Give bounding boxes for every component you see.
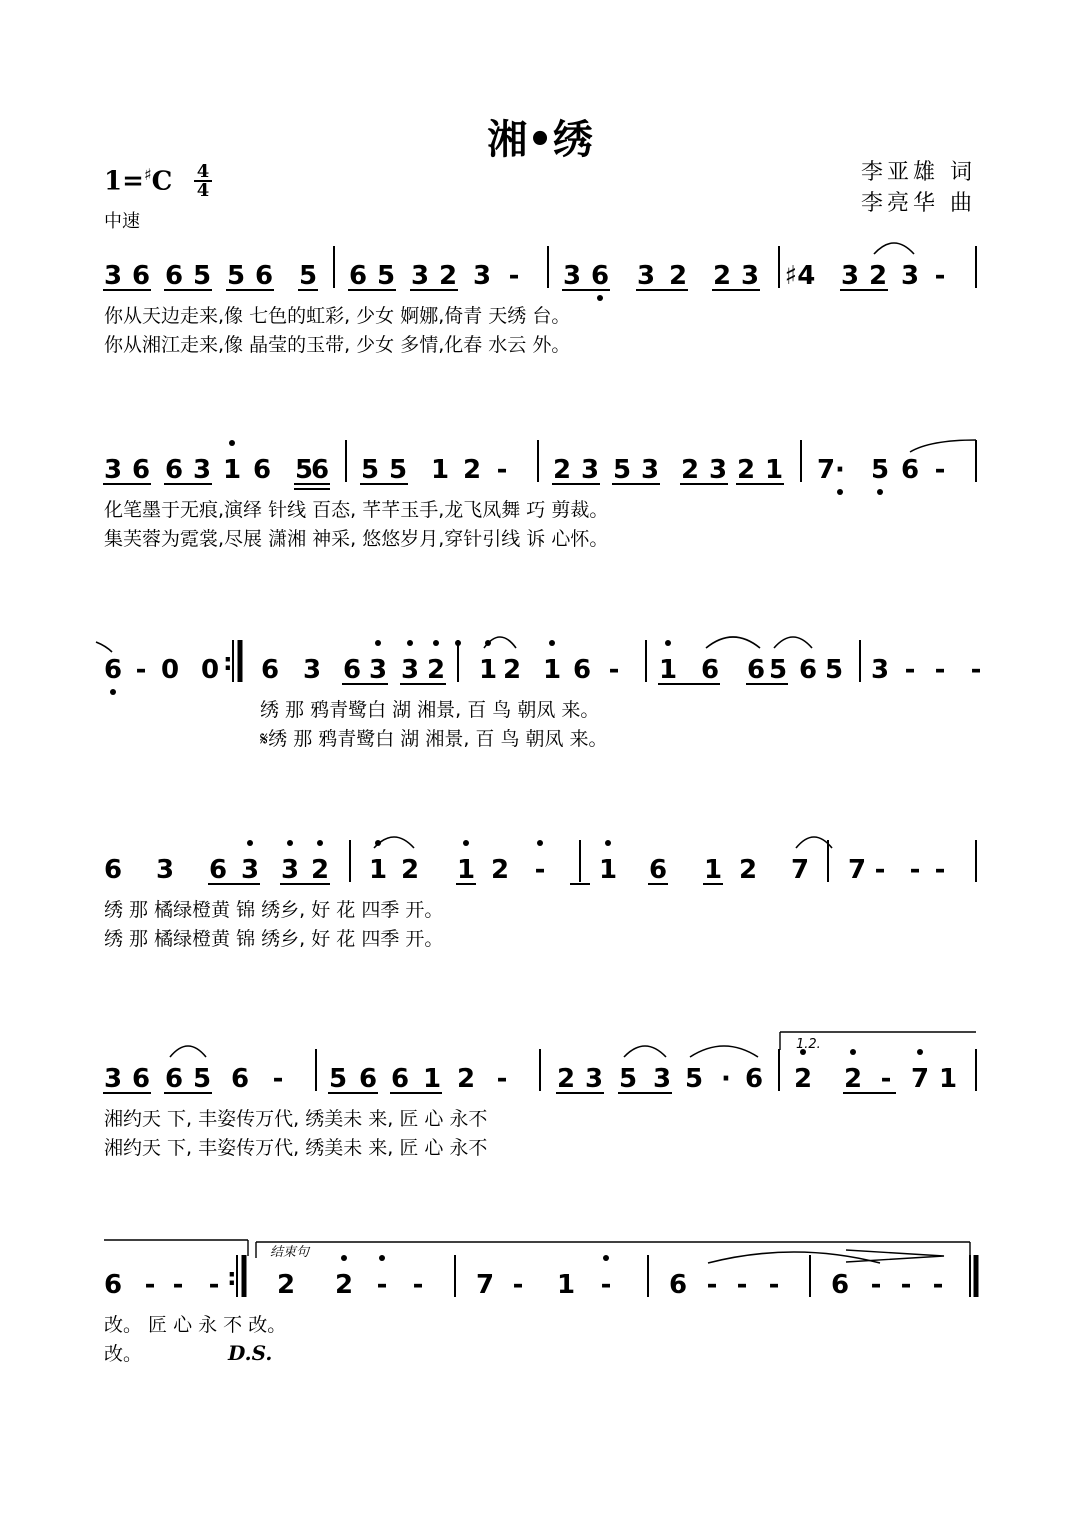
note: - — [600, 1270, 612, 1300]
note: 6 — [208, 855, 228, 885]
note: 3 — [870, 655, 890, 685]
note: 5 — [360, 455, 380, 485]
note: ♯4 — [784, 261, 816, 291]
note: - — [512, 1270, 524, 1300]
note: 6 — [230, 1064, 250, 1094]
note: 1 — [938, 1064, 958, 1094]
note: 5 — [328, 1064, 348, 1094]
note: 6 — [103, 855, 123, 885]
note: - — [135, 655, 147, 685]
note: 1 — [456, 855, 476, 885]
note: 1 — [703, 855, 723, 885]
note: 6 — [342, 655, 362, 685]
note: - — [412, 1270, 424, 1300]
note: 6 — [358, 1064, 378, 1094]
note: 3 — [280, 855, 300, 885]
octave-dot-above — [407, 640, 413, 646]
note: - — [768, 1270, 780, 1300]
lyric-line: 𝄋绣 那 鸦青鹭白 湖 湘景, 百 鸟 朝凤 来。 — [260, 728, 608, 750]
note: 3 — [708, 455, 728, 485]
note: 3 — [410, 261, 430, 291]
note: 6 — [572, 655, 592, 685]
note: - — [932, 1270, 944, 1300]
note: 6 — [744, 1064, 764, 1094]
note: 2 — [490, 855, 510, 885]
lyric-line: 集芙蓉为霓裳,尽展 潇湘 神采, 悠悠岁月,穿针引线 诉 心怀。 — [104, 528, 609, 550]
note: 2 — [502, 655, 522, 685]
note: 6 — [131, 261, 151, 291]
note: 3 — [103, 1064, 123, 1094]
note: 6 — [830, 1270, 850, 1300]
note: 1 — [222, 455, 242, 485]
note: 5 — [294, 455, 314, 485]
slur — [706, 637, 760, 648]
note: - — [376, 1270, 388, 1300]
slur — [624, 1046, 666, 1057]
note: 2 — [334, 1270, 354, 1300]
da-segno-marking: D.S. — [228, 1341, 273, 1365]
lyric-line: 你从天边走来,像 七色的虹彩, 少女 婀娜,倚青 天绣 台。 — [104, 305, 571, 327]
note: 6 — [310, 455, 330, 485]
tie-to-next-line — [910, 440, 976, 452]
note: 1 — [422, 1064, 442, 1094]
time-signature-top: 4 — [194, 163, 212, 182]
note: - — [934, 655, 946, 685]
note: 3 — [562, 261, 582, 291]
lyric-line: 湘约天 下, 丰姿传万代, 绣美未 来, 匠 心 永不 — [104, 1108, 488, 1130]
note: 2 — [438, 261, 458, 291]
note: 5 — [192, 261, 212, 291]
tie-from-previous-line — [96, 642, 112, 652]
note: 3 — [103, 455, 123, 485]
note: - — [934, 455, 946, 485]
note: 5 — [388, 455, 408, 485]
note: 6 — [254, 261, 274, 291]
octave-dot-below — [110, 689, 116, 695]
note: 2 — [868, 261, 888, 291]
note: · — [721, 1064, 731, 1094]
note: - — [496, 455, 508, 485]
note: - — [508, 261, 520, 291]
slur — [690, 1046, 758, 1057]
note: 2 — [456, 1064, 476, 1094]
octave-dot-below — [837, 489, 843, 495]
note: 6 — [260, 655, 280, 685]
note: - — [534, 855, 546, 885]
note: 5 — [618, 1064, 638, 1094]
note: - — [874, 855, 886, 885]
octave-dot-above — [665, 640, 671, 646]
key-signature: 1=♯C — [104, 165, 173, 197]
note: 3 — [400, 655, 420, 685]
note: - — [272, 1064, 284, 1094]
lyric-line: 改。 — [104, 1343, 143, 1365]
note: 2 — [680, 455, 700, 485]
octave-dot-above — [317, 840, 323, 846]
note: 0 — [160, 655, 180, 685]
note: 6 — [798, 655, 818, 685]
note: 2 — [310, 855, 330, 885]
note: 5 — [870, 455, 890, 485]
note: 6 — [746, 655, 766, 685]
octave-dot-above — [463, 840, 469, 846]
note: 5 — [684, 1064, 704, 1094]
slur — [170, 1046, 206, 1057]
note: · — [835, 455, 845, 485]
lyric-line: 绣 那 橘绿橙黄 锦 绣乡, 好 花 四季 开。 — [104, 899, 444, 921]
note: 3 — [636, 261, 656, 291]
note: 6 — [700, 655, 720, 685]
lyric-line: 改。 匠 心 永 不 改。 — [104, 1314, 287, 1336]
note: 1 — [598, 855, 618, 885]
slur — [774, 637, 812, 648]
lyricist-credit: 李亚雄 词 — [861, 160, 976, 185]
note: 1 — [556, 1270, 576, 1300]
note: 5 — [192, 1064, 212, 1094]
note: 6 — [103, 655, 123, 685]
octave-dot-below — [597, 295, 603, 301]
octave-dot-above — [605, 840, 611, 846]
note: 2 — [426, 655, 446, 685]
note: 3 — [103, 261, 123, 291]
note: - — [900, 1270, 912, 1300]
slur — [874, 243, 914, 254]
note: - — [934, 261, 946, 291]
note: 7 — [847, 855, 867, 885]
note: 5 — [226, 261, 246, 291]
note: 3 — [240, 855, 260, 885]
note: 3 — [900, 261, 920, 291]
note: - — [880, 1064, 892, 1094]
octave-dot-above — [917, 1049, 923, 1055]
note: 3 — [652, 1064, 672, 1094]
note: 6 — [390, 1064, 410, 1094]
note: 5 — [376, 261, 396, 291]
note: 6 — [164, 1064, 184, 1094]
note: 1 — [764, 455, 784, 485]
octave-dot-above — [375, 640, 381, 646]
note: - — [144, 1270, 156, 1300]
time-signature-bottom: 4 — [196, 180, 210, 201]
octave-dot-above — [603, 1255, 609, 1261]
repeat-dots: : — [223, 648, 233, 676]
lyric-line: 湘约天 下, 丰姿传万代, 绣美未 来, 匠 心 永不 — [104, 1137, 488, 1159]
octave-dot-below — [877, 489, 883, 495]
note: 3 — [840, 261, 860, 291]
note: 7 — [475, 1270, 495, 1300]
note: 3 — [640, 455, 660, 485]
tempo-marking: 中速 — [104, 211, 140, 232]
note: 6 — [668, 1270, 688, 1300]
note: - — [934, 855, 946, 885]
note: 0 — [200, 655, 220, 685]
note: 3 — [192, 455, 212, 485]
octave-dot-above — [537, 840, 543, 846]
note: - — [736, 1270, 748, 1300]
note: 5 — [612, 455, 632, 485]
note: - — [208, 1270, 220, 1300]
octave-dot-above — [287, 840, 293, 846]
note: 1 — [368, 855, 388, 885]
note: 6 — [900, 455, 920, 485]
note: 7 — [910, 1064, 930, 1094]
note: - — [496, 1064, 508, 1094]
note: 7 — [816, 455, 836, 485]
lyric-line: 化笔墨于无痕,演绎 针线 百态, 芊芊玉手,龙飞凤舞 巧 剪裁。 — [104, 499, 609, 521]
note: 3 — [584, 1064, 604, 1094]
note: 1 — [430, 455, 450, 485]
note: 2 — [276, 1270, 296, 1300]
octave-dot-above — [229, 440, 235, 446]
note: 6 — [131, 455, 151, 485]
note: - — [608, 655, 620, 685]
note: 2 — [556, 1064, 576, 1094]
note: 5 — [768, 655, 788, 685]
note: 3 — [740, 261, 760, 291]
note: - — [706, 1270, 718, 1300]
note: 2 — [400, 855, 420, 885]
note: 6 — [103, 1270, 123, 1300]
note: 7 — [790, 855, 810, 885]
note: 2 — [738, 855, 758, 885]
note: 2 — [793, 1064, 813, 1094]
note: 6 — [131, 1064, 151, 1094]
note: 5 — [298, 261, 318, 291]
note: 6 — [348, 261, 368, 291]
decrescendo-hairpin — [846, 1250, 944, 1262]
note: 3 — [368, 655, 388, 685]
note: - — [970, 655, 982, 685]
song-title: 湘•绣 — [487, 117, 593, 163]
lyric-line: 你从湘江走来,像 晶莹的玉带, 少女 多情,化春 水云 外。 — [104, 334, 571, 356]
composer-credit: 李亮华 曲 — [861, 191, 976, 216]
note: 2 — [712, 261, 732, 291]
octave-dot-above — [433, 640, 439, 646]
note: 3 — [155, 855, 175, 885]
lyric-line: 绣 那 鸦青鹭白 湖 湘景, 百 鸟 朝凤 来。 — [260, 699, 600, 721]
note: 2 — [552, 455, 572, 485]
note: 2 — [668, 261, 688, 291]
note: 6 — [252, 455, 272, 485]
note: 2 — [736, 455, 756, 485]
lyric-line: 绣 那 橘绿橙黄 锦 绣乡, 好 花 四季 开。 — [104, 928, 444, 950]
note: - — [909, 855, 921, 885]
octave-dot-above — [455, 640, 461, 646]
note: 1 — [478, 655, 498, 685]
note: - — [904, 655, 916, 685]
volta-label: 1.2. — [796, 1037, 821, 1052]
note: 3 — [302, 655, 322, 685]
note: 1 — [658, 655, 678, 685]
repeat-dots: : — [227, 1263, 237, 1291]
note: 6 — [590, 261, 610, 291]
slur — [796, 837, 832, 848]
octave-dot-above — [850, 1049, 856, 1055]
note: 3 — [472, 261, 492, 291]
note: - — [172, 1270, 184, 1300]
note: 6 — [648, 855, 668, 885]
note: 2 — [843, 1064, 863, 1094]
note: 6 — [164, 455, 184, 485]
note: 1 — [542, 655, 562, 685]
slur — [484, 637, 516, 648]
note: 5 — [824, 655, 844, 685]
note: 3 — [580, 455, 600, 485]
note: 6 — [164, 261, 184, 291]
octave-dot-above — [549, 640, 555, 646]
note: - — [870, 1270, 882, 1300]
octave-dot-above — [247, 840, 253, 846]
slur — [374, 837, 414, 848]
octave-dot-above — [379, 1255, 385, 1261]
note: 2 — [462, 455, 482, 485]
ending-label: 结束句 — [270, 1245, 310, 1260]
octave-dot-above — [341, 1255, 347, 1261]
